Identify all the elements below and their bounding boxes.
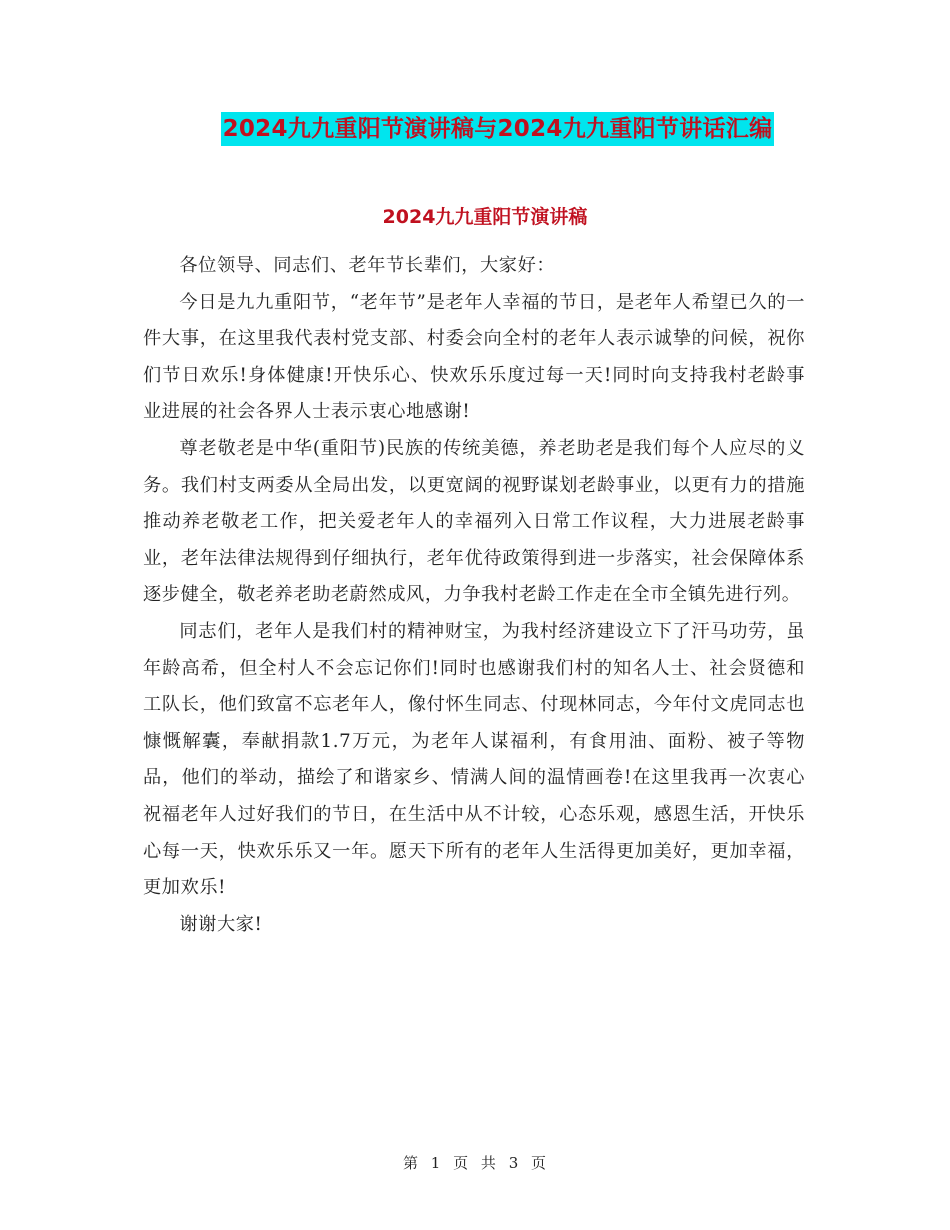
paragraph-1: 今日是九九重阳节，“老年节”是老年人幸福的节日，是老年人希望已久的一件大事，在这里我代表村党支部、村委会向全村的老年人表示诚挚的问候，祝你们节日欢乐!身体健康!开快乐心、快欢乐乐度过每一天!同时向支持我村老龄事业进展的社会各界人士表示衷心地感谢! — [143, 291, 805, 423]
page-footer — [0, 1152, 950, 1173]
page-number: 1 — [430, 1154, 442, 1172]
main-title: 2024九九重阳节演讲稿与2024九九重阳节讲话汇编 — [221, 112, 775, 146]
footer-word: 页 — [531, 1154, 548, 1172]
paragraph-greeting: 各位领导、同志们、老年节长辈们，大家好： — [179, 255, 556, 276]
footer-word: 共 — [480, 1154, 497, 1172]
page-total: 3 — [508, 1154, 520, 1172]
paragraph-2: 尊老敬老是中华(重阳节)民族的传统美德，养老助老是我们每个人应尽的义务。我们村支两委从全局出发，以更宽阔的视野谋划老龄事业，以更有力的措施推动养老敬老工作，把关爱老年人的幸福列入日常工作议程，大力进展老龄事业，老年法律法规得到仔细执行，老年优待政策得到进一步落实，社会保障体系逐步健全，敬老养老助老蔚然成风，力争我村老龄工作走在全市全镇先进行列。 — [143, 437, 805, 606]
paragraph-closing: 谢谢大家! — [179, 913, 263, 935]
footer-word: 页 — [453, 1154, 470, 1172]
section-title: 2024九九重阳节演讲稿 — [382, 206, 588, 228]
body-text — [143, 248, 805, 943]
footer-word: 第 — [402, 1154, 419, 1172]
main-title-container — [0, 112, 950, 146]
paragraph-3: 同志们，老年人是我们村的精神财宝，为我村经济建设立下了汗马功劳，虽年龄高希，但全村人不会忘记你们!同时也感谢我们村的知名人士、社会贤德和工队长，他们致富不忘老年人，像付怀生同志、付现林同志，今年付文虎同志也慷慨解囊，奉献捐款1.7万元，为老年人谋福利，有食用油、面粉、被子等物品，他们的举动，描绘了和谐家乡、情满人间的温情画卷!在这里我再一次衷心祝福老年人过好我们的节日，在生活中从不计较，心态乐观，感恩生活，开快乐心每一天，快欢乐乐又一年。愿天下所有的老年人生活得更加美好，更加幸福，更加欢乐! — [143, 620, 805, 899]
